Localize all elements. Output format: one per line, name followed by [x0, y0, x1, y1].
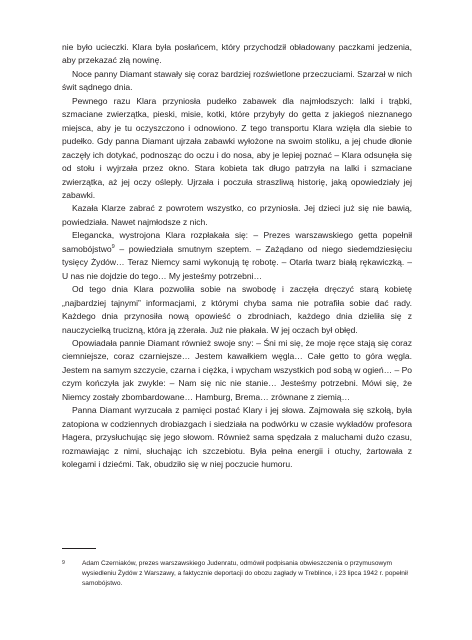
footnote-text: Adam Czerniaków, prezes warszawskiego Judenratu, odmówił podpisania obwieszczenia o przymusowym wysiedleniu Żydów z Warszawy, a faktycznie deportacji do obozu zagłady w Treblince, i 23 lipca 1942 r. popełnił samobójstwo. [82, 560, 408, 588]
paragraph-1: nie było ucieczki. Klara była posłańcem, który przychodził obładowany paczkami jedzenia, aby przekazać złą nowinę. [62, 42, 412, 66]
paragraph-5-part-2: – powiedziała smutnym szeptem. – Zażądano od niego siedemdziesięciu tysięcy Żydów… Teraz Niemcy sami wykonują tę robotę. – Otarła twarz białą rękawiczką. – U nas nie dojdzie do tego… My jesteśmy potrzebni… [62, 243, 412, 281]
paragraph-3: Pewnego razu Klara przyniosła pudełko zabawek dla najmłodszych: lalki i trąbki, szmaciane zwierzątka, pieski, misie, kotki, które przybyły do getta z jakiegoś nieznanego miejsca, aby je tu oczyszczono i odnowiono. Z tego transportu Klara wzięła dla siebie to pudełko. Gdy panna Diamant ujrzała zabawki wyłożone na swoim stoliku, a jej chude dłonie zaczęły ich dotykać, podnosząc do oczu i do nosa, aby je lepiej poznać – Klara odsunęła się od stołu i wyjrzała przez okno. Stara kobieta tak długo patrzyła na lalki i szmaciane zwierzątka, aż jej oczy oślepły. Ujrzała i poczuła straszliwą historię, jaką opowiedziały jej zabawki. [62, 95, 412, 200]
paragraph-5-part-1: Elegancka, wystrojona Klara rozpłakała się: – Prezes warszawskiego getta popełnił samobójstwo [62, 230, 412, 254]
main-text [62, 41, 412, 472]
paragraph-6: Od tego dnia Klara pozwoliła sobie na swobodę i zaczęła dręczyć starą kobietę „najbardziej tajnymi” informacjami, z którymi chyba sama nie potrafiła sobie dać rady. Każdego dnia przynosiła nową opowieść o zbrodniach, każdego dnia dzieliła się z nauczycielką trucizną, która ją zżerała. Już nie płakała. W jej oczach był obłęd. [62, 284, 412, 335]
paragraph-5 [62, 229, 412, 283]
paragraph-7: Opowiadała pannie Diamant również swoje sny: – Śni mi się, że moje ręce stają się coraz ciemniejsze, coraz czarniejsze… Jestem kawałkiem węgla… Całe getto to góra węgla. Jestem na samym szczycie, czarna i ciężka, i wpycham wszystkich pod sobą w ogień… – Po czym kończyła jak zwykle: – Nam się nic nie stanie… Jesteśmy potrzebni. Mówi się, że Niemcy zostały zbombardowane… Hamburg, Brema… zrównane z ziemią… [62, 337, 412, 402]
footnote-number: 9 [62, 560, 65, 566]
paragraph-4: Kazała Klarze zabrać z powrotem wszystko, co przyniosła. Jej dzieci już się nie bawią, powiedziała. Nawet najmłodsze z nich. [62, 203, 412, 227]
paragraph-8: Panna Diamant wyrzucała z pamięci postać Klary i jej słowa. Zajmowała się szkołą, była zatopiona w codziennych drobiazgach i siedziała na podwórku w czasie wykładów profesora Hagera, przysłuchując się jego słowom. Również sama spędzała z maluchami dużo czasu, rozmawiając z nimi, słuchając ich szczebiotu. Była pełna energii i otuchy, żartowała z kolegami i dziećmi. Tak, obudziło się w niej poczucie humoru. [62, 405, 412, 470]
paragraph-2: Noce panny Diamant stawały się coraz bardziej rozświetlone przeczuciami. Szarzał w nich świt sądnego dnia. [62, 68, 412, 93]
footnote-reference[interactable]: 9 [111, 243, 115, 250]
footnote-divider [62, 548, 96, 549]
footnote [62, 559, 412, 589]
